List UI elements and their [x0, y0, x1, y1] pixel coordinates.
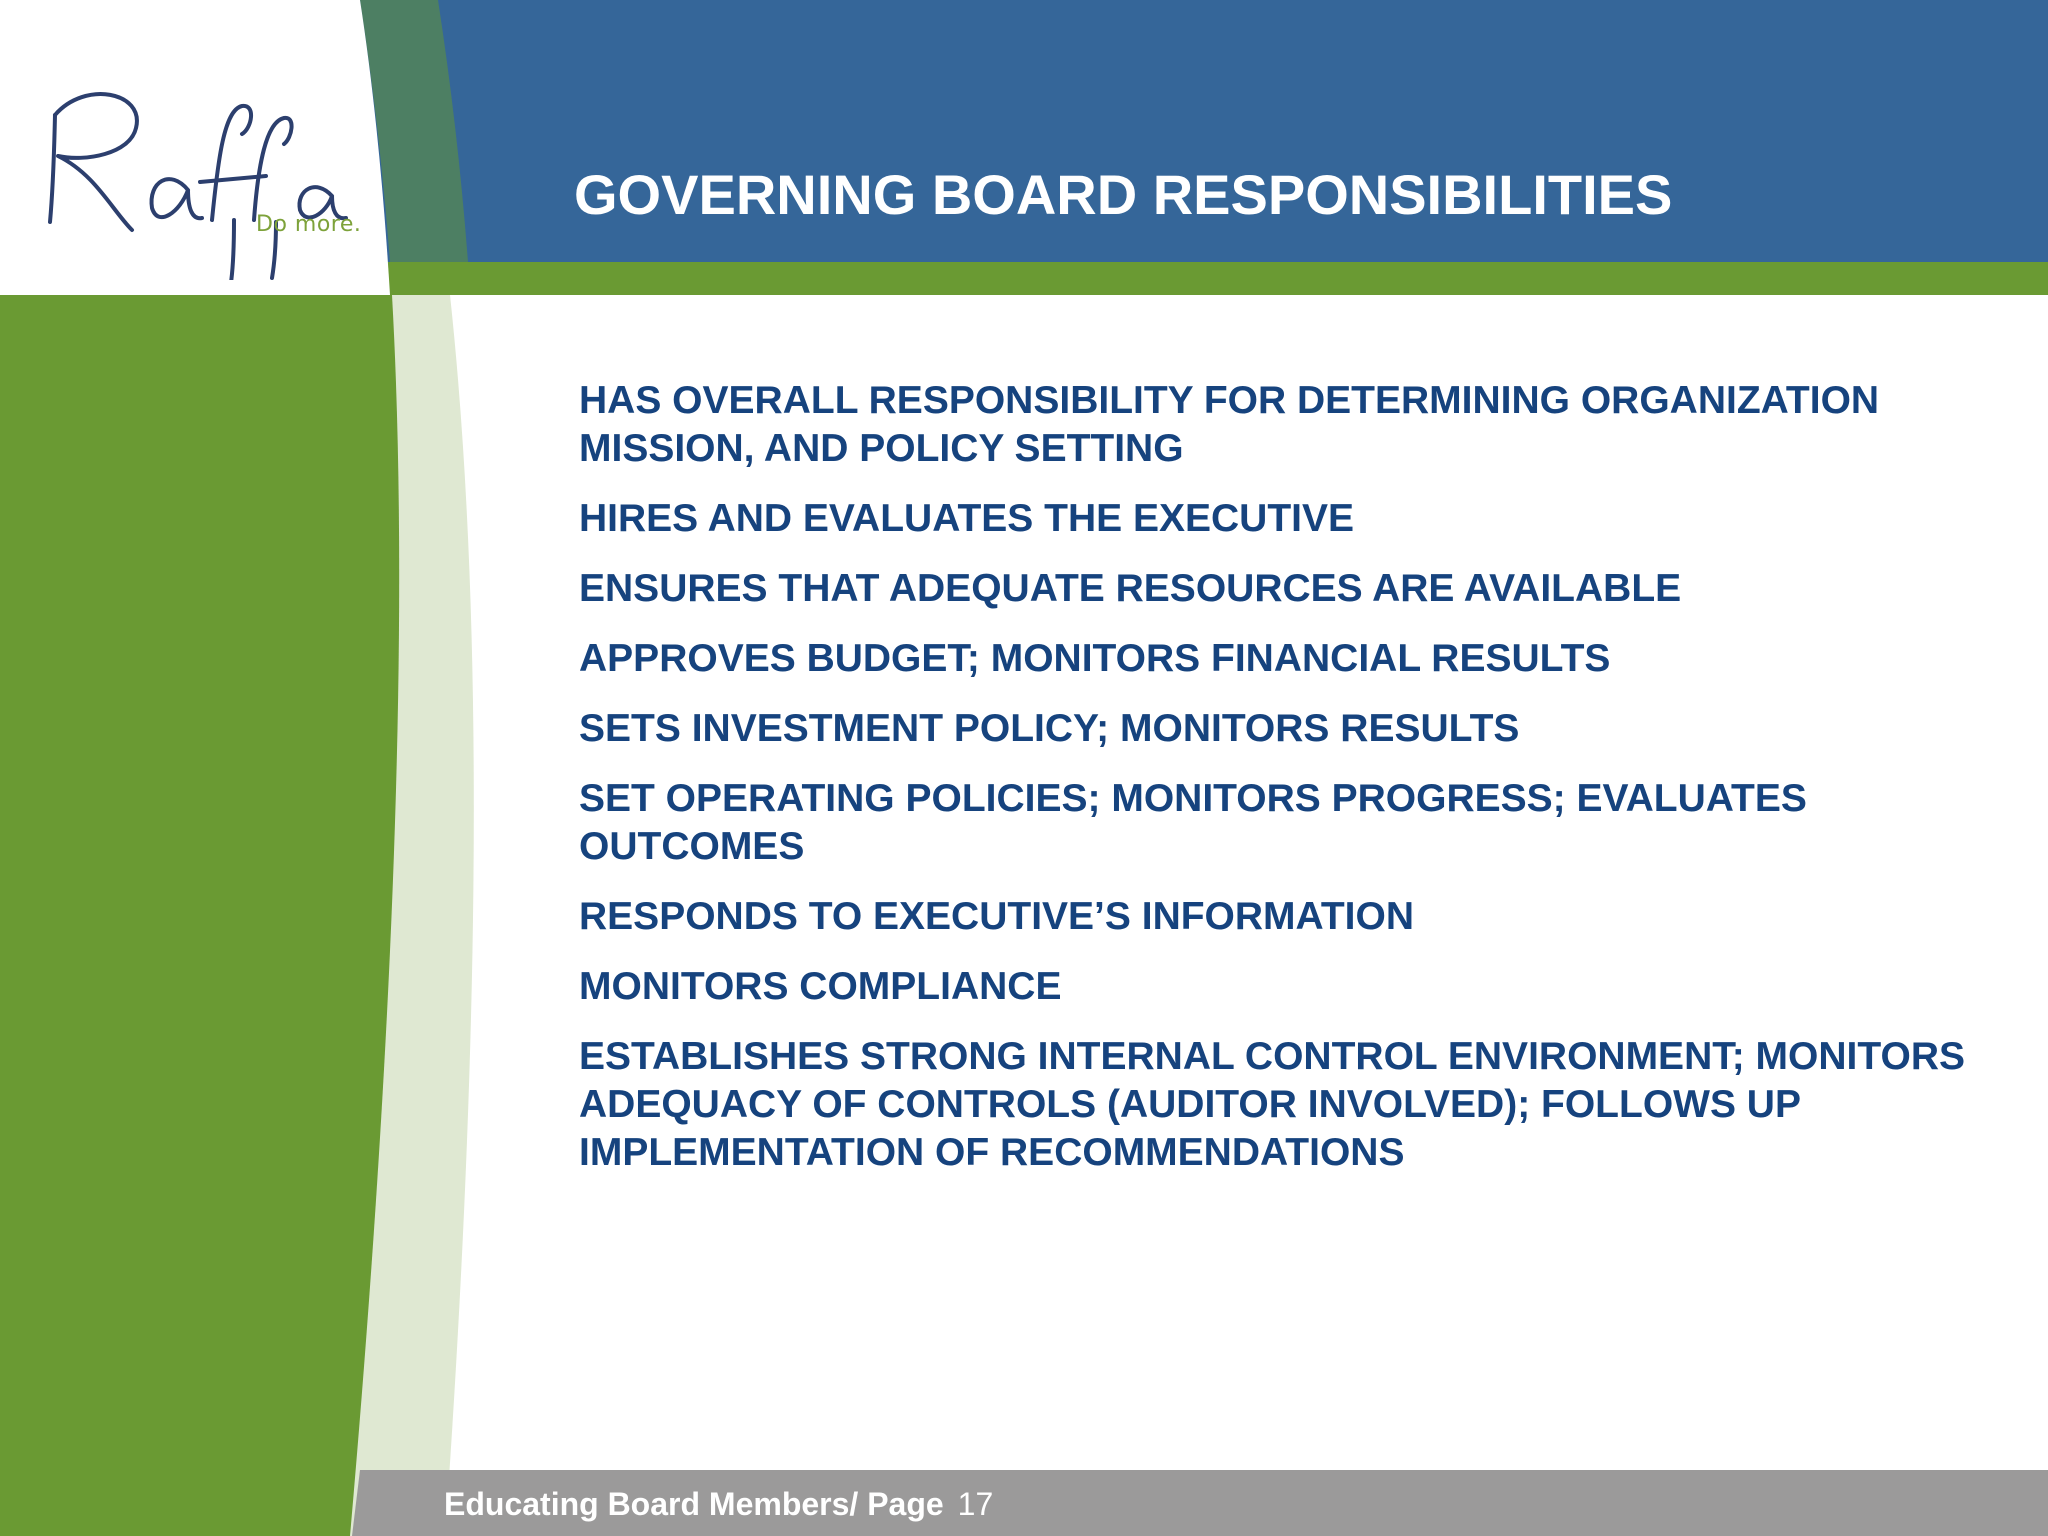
- list-item: SET OPERATING POLICIES; MONITORS PROGRESS; EVALUATES OUTCOMES: [579, 777, 1807, 868]
- page-number: 17: [957, 1486, 994, 1522]
- raffa-logo: [40, 70, 370, 280]
- list-item: RESPONDS TO EXECUTIVE’S INFORMATION: [579, 895, 1414, 938]
- logo-tagline: Do more.: [256, 212, 362, 237]
- list-item: MONITORS COMPLIANCE: [579, 965, 1062, 1008]
- footer: [444, 1484, 993, 1524]
- list-item: HAS OVERALL RESPONSIBILITY FOR DETERMINING ORGANIZATION MISSION, AND POLICY SETTING: [579, 379, 1880, 470]
- footer-label: Educating Board Members/ Page: [444, 1486, 944, 1522]
- list-item: HIRES AND EVALUATES THE EXECUTIVE: [579, 497, 1355, 540]
- slide-title: GOVERNING BOARD RESPONSIBILITIES: [574, 163, 1673, 226]
- list-item: ESTABLISHES STRONG INTERNAL CONTROL ENVIRONMENT; MONITORS ADEQUACY OF CONTROLS (AUDITOR INVOLVED); FOLLOWS UP IMPLEMENTATION OF RECOMMENDATIONS: [579, 1035, 1966, 1174]
- list-item: APPROVES BUDGET; MONITORS FINANCIAL RESULTS: [579, 637, 1611, 680]
- list-item: ENSURES THAT ADEQUATE RESOURCES ARE AVAILABLE: [579, 567, 1682, 610]
- list-item: SETS INVESTMENT POLICY; MONITORS RESULTS: [579, 707, 1520, 750]
- responsibility-list: [579, 377, 1979, 1199]
- left-green-panel: [0, 295, 399, 1536]
